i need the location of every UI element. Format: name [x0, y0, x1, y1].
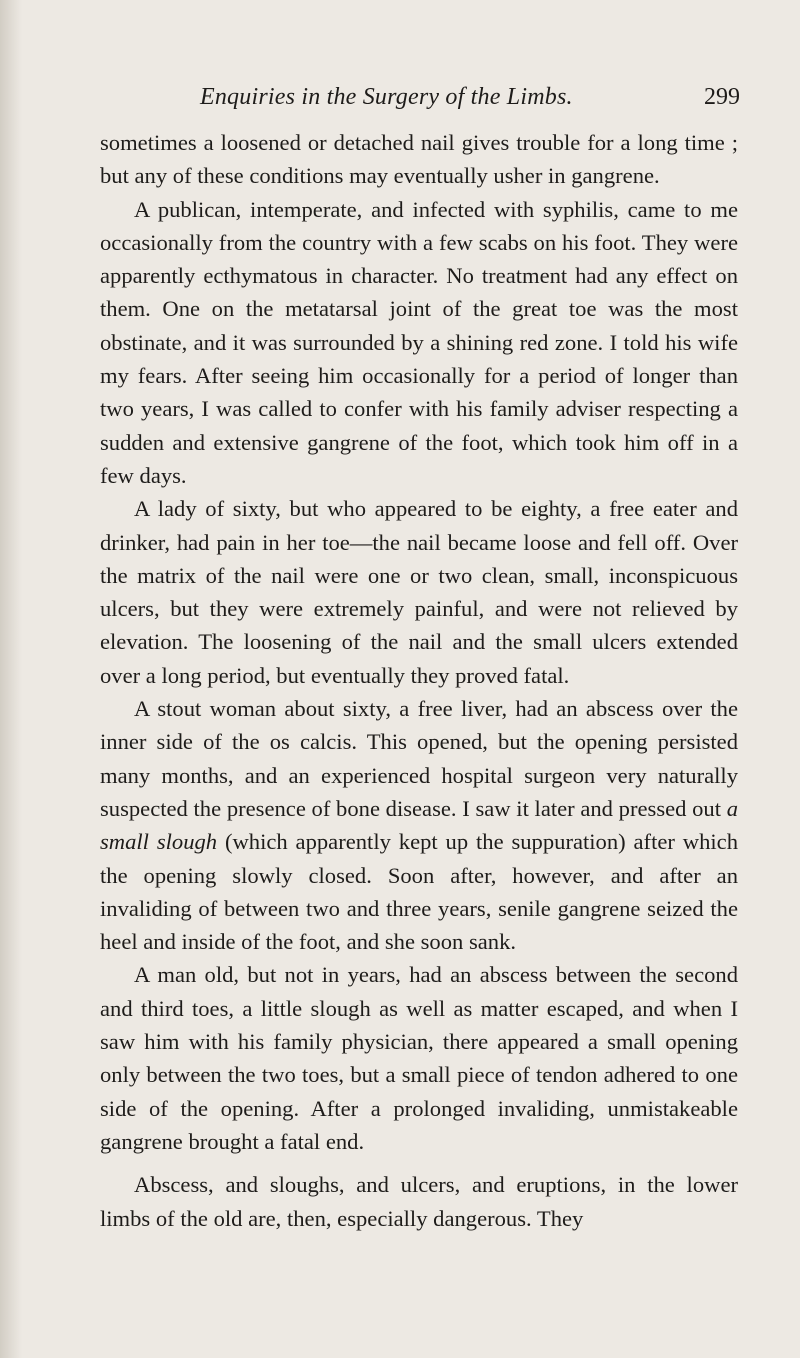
- paragraph-publican: A publican, intemperate, and infected with syphilis, came to me occasionally from the country with a few scabs on his foot. They were apparently ecthymatous in character. No treatment had any effect on them. One on the metatarsal joint of the great toe was the most obstinate, and it was surrounded by a shining red zone. I told his wife my fears. After seeing him occasionally for a period of longer than two years, I was called to confer with his family adviser respecting a sudden and extensive gangrene of the foot, which took him off in a few days.: [100, 196, 738, 488]
- paragraph-text: A stout woman about sixty, a free liver, had an abscess over the inner side of the os calcis. This opened, but the opening persisted many months, and an experienced hospital surgeon very naturally suspected the presence of bone disease. I saw it later and pressed out: [100, 696, 738, 821]
- paragraph-text: (which apparently kept up the suppuration) after which the opening slowly closed. Soon after, however, and after an invaliding of between two and three years, senile gangrene seized the heel and inside of the foot, and she soon sank.: [100, 829, 738, 955]
- paragraph-abscess-summary: Abscess, and sloughs, and ulcers, and eruptions, in the lower limbs of the old are, then, especially dangerous. They: [100, 1172, 738, 1231]
- running-head: [100, 84, 740, 116]
- running-title: Enquiries in the Surgery of the Limbs.: [200, 84, 573, 110]
- page-edge-shadow: [0, 0, 22, 1358]
- paragraph-continued: sometimes a loosened or detached nail gives trouble for a long time ; but any of these conditions may eventually usher in gangrene.: [100, 130, 738, 189]
- italic-phrase: a small slough: [100, 795, 738, 855]
- body-text: [100, 126, 738, 1235]
- paragraph-man-old: A man old, but not in years, had an abscess between the second and third toes, a little slough as well as matter escaped, and when I saw him with his family physician, there appeared a small opening only between the two toes, but a small piece of tendon adhered to one side of the opening. After a prolonged invaliding, unmistakeable gangrene brought a fatal end.: [100, 962, 738, 1154]
- paragraph-stout-woman: [100, 692, 738, 958]
- paragraph-lady-of-sixty: A lady of sixty, but who appeared to be eighty, a free eater and drinker, had pain in her toe—the nail became loose and fell off. Over the matrix of the nail were one or two clean, small, inconspicuous ulcers, but they were extremely painful, and were not relieved by elevation. The loosening of the nail and the small ulcers extended over a long period, but eventually they proved fatal.: [100, 496, 738, 688]
- page-number: 299: [704, 84, 740, 110]
